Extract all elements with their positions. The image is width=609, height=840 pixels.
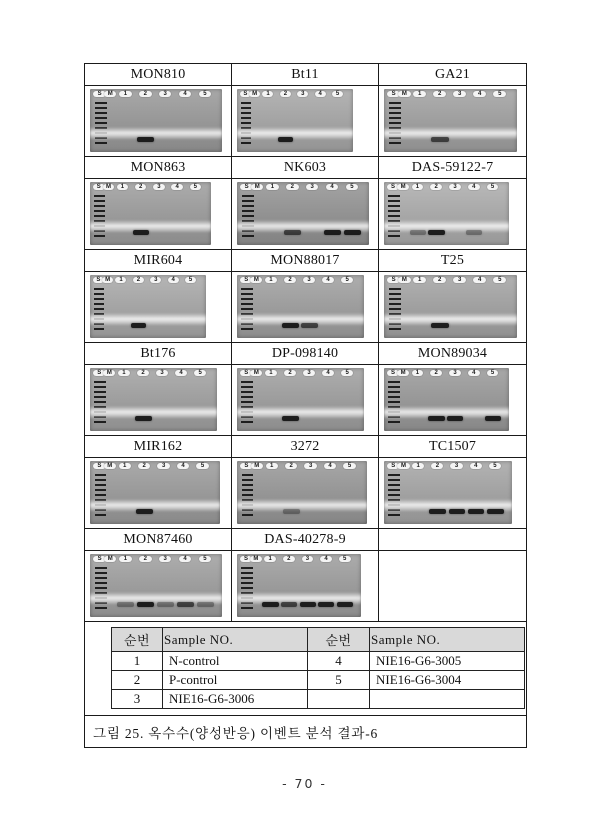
marker-ladder	[241, 567, 252, 612]
band-lane-2	[431, 323, 448, 328]
lane-well-2: 2	[284, 277, 296, 283]
lane-well-M: M	[251, 463, 263, 469]
header-sample-right: Sample NO.	[370, 628, 525, 652]
gel-smear	[384, 127, 517, 140]
lane-well-1: 1	[412, 184, 424, 190]
lane-well-4: 4	[177, 463, 189, 469]
lane-well-2: 2	[286, 184, 299, 190]
lane-well-M: M	[104, 556, 117, 562]
lane-well-5: 5	[493, 277, 506, 283]
lane-well-1: 1	[413, 277, 426, 283]
band-lane-2	[282, 416, 299, 421]
band-lane-3	[157, 602, 174, 607]
band-lane-2	[428, 230, 444, 235]
lane-well-3: 3	[449, 184, 461, 190]
gel-title: MON863	[130, 159, 186, 175]
gel-title: MON89034	[417, 345, 488, 361]
gel-smear	[90, 313, 206, 326]
lane-well-S: S	[93, 463, 105, 469]
marker-ladder	[388, 381, 399, 426]
lane-well-1: 1	[412, 463, 424, 469]
lane-well-2: 2	[138, 463, 150, 469]
gel-photo	[90, 461, 220, 524]
gel-photo	[384, 461, 512, 524]
lane-well-M: M	[103, 370, 115, 376]
lane-well-5: 5	[199, 556, 212, 562]
gel-photo	[237, 368, 364, 431]
lane-well-5: 5	[489, 463, 501, 469]
lane-well-2: 2	[135, 184, 147, 190]
lane-well-5: 5	[196, 463, 208, 469]
lane-well-3: 3	[302, 556, 314, 562]
lane-well-4: 4	[322, 277, 334, 283]
gel-photo	[384, 89, 517, 152]
lane-well-3: 3	[150, 277, 161, 283]
lane-well-S: S	[93, 370, 105, 376]
gel-label-TC1507	[379, 436, 526, 458]
band-lane-2	[428, 416, 444, 421]
lane-well-4: 4	[320, 556, 332, 562]
gel-smear	[237, 127, 353, 140]
lane-well-3: 3	[304, 463, 316, 469]
lane-well-2: 2	[280, 91, 291, 97]
lane-well-M: M	[250, 277, 262, 283]
band-lane-4	[318, 602, 334, 607]
gel-image-Bt11	[232, 86, 379, 157]
band-lane-2	[137, 137, 154, 142]
gel-title: Bt176	[140, 345, 176, 361]
lane-well-1: 1	[413, 91, 426, 97]
lane-well-S: S	[387, 277, 400, 283]
lane-well-S: S	[240, 556, 252, 562]
band-lane-5	[344, 230, 361, 235]
cell-sample-1: N-control	[163, 652, 308, 671]
band-lane-2	[281, 602, 297, 607]
gel-label-MON810	[85, 64, 232, 86]
cell-sample-5: NIE16-G6-3004	[370, 671, 525, 690]
cell-no-3: 3	[112, 690, 163, 709]
marker-ladder	[94, 288, 104, 333]
gel-title: TC1507	[428, 438, 477, 454]
lane-well-5: 5	[194, 370, 206, 376]
lane-well-M: M	[250, 556, 262, 562]
lane-well-5: 5	[493, 91, 506, 97]
sample-table	[111, 627, 525, 709]
lane-well-5: 5	[199, 91, 212, 97]
gel-title: MON87460	[123, 531, 193, 547]
lane-well-3: 3	[303, 370, 315, 376]
lane-well-1: 1	[117, 184, 129, 190]
band-lane-1	[117, 602, 134, 607]
lane-well-5: 5	[341, 277, 353, 283]
lane-well-2: 2	[133, 277, 144, 283]
gel-title: MIR604	[133, 252, 183, 268]
lane-well-M: M	[104, 463, 116, 469]
gel-title: GA21	[434, 66, 471, 82]
empty-label-cell	[379, 529, 526, 551]
band-lane-2	[137, 602, 154, 607]
lane-well-5: 5	[190, 184, 202, 190]
gel-smear	[384, 220, 509, 233]
lane-well-2: 2	[137, 370, 149, 376]
gel-title: 3272	[290, 438, 320, 454]
gel-label-T25	[379, 250, 526, 272]
gel-smear	[90, 220, 211, 233]
lane-well-S: S	[240, 370, 252, 376]
lane-well-3: 3	[159, 556, 172, 562]
band-lane-3	[300, 602, 316, 607]
lane-well-4: 4	[179, 91, 192, 97]
lane-well-S: S	[387, 370, 399, 376]
gel-image-NK603	[232, 179, 379, 250]
band-lane-2	[282, 323, 299, 328]
gel-photo	[384, 275, 517, 338]
lane-well-3: 3	[303, 277, 315, 283]
lane-well-5: 5	[185, 277, 196, 283]
gel-smear	[237, 406, 364, 419]
lane-well-1: 1	[412, 370, 424, 376]
gel-label-MON863	[85, 157, 232, 179]
empty-gel-cell	[379, 551, 526, 622]
band-lane-4	[324, 230, 341, 235]
band-lane-2	[429, 509, 446, 514]
header-sample-left: Sample NO.	[163, 628, 308, 652]
marker-ladder	[95, 567, 107, 612]
lane-well-1: 1	[262, 91, 273, 97]
table-row	[112, 652, 525, 671]
lane-well-M: M	[249, 91, 260, 97]
lane-well-S: S	[93, 91, 106, 97]
gel-label-MIR604	[85, 250, 232, 272]
band-lane-3	[447, 416, 463, 421]
lane-well-4: 4	[473, 91, 486, 97]
gel-photo	[90, 89, 222, 152]
lane-well-S: S	[240, 184, 253, 190]
band-lane-4	[177, 602, 194, 607]
gel-label-NK603	[232, 157, 379, 179]
lane-well-3: 3	[453, 277, 466, 283]
page-number: - 70 -	[282, 776, 327, 791]
gel-photo	[90, 368, 217, 431]
lane-well-1: 1	[119, 463, 131, 469]
lane-well-4: 4	[470, 463, 482, 469]
cell-sample-4: NIE16-G6-3005	[370, 652, 525, 671]
lane-well-4: 4	[324, 463, 336, 469]
lane-well-3: 3	[156, 370, 168, 376]
gel-title: MIR162	[133, 438, 183, 454]
lane-well-4: 4	[468, 184, 480, 190]
header-no-right: 순번	[308, 628, 370, 652]
lane-well-S: S	[240, 277, 252, 283]
lane-well-1: 1	[266, 463, 278, 469]
gel-photo	[237, 275, 364, 338]
gel-image-TC1507	[379, 458, 526, 529]
band-lane-3	[301, 323, 318, 328]
band-lane-1	[262, 602, 278, 607]
gel-image-DAS-40278-9	[232, 551, 379, 622]
gel-photo	[90, 554, 222, 617]
gel-photo	[237, 89, 353, 152]
lane-well-4: 4	[179, 556, 192, 562]
band-lane-3	[449, 509, 466, 514]
lane-well-M: M	[250, 370, 262, 376]
marker-ladder	[388, 195, 399, 240]
lane-well-2: 2	[284, 370, 296, 376]
gel-title: T25	[440, 252, 465, 268]
lane-well-S: S	[387, 184, 399, 190]
lane-well-4: 4	[315, 91, 326, 97]
lane-well-5: 5	[343, 463, 355, 469]
lane-well-3: 3	[159, 91, 172, 97]
cell-sample-3: NIE16-G6-3006	[163, 690, 308, 709]
lane-well-S: S	[240, 463, 252, 469]
marker-ladder	[95, 102, 107, 147]
band-lane-2	[133, 230, 149, 235]
lane-well-M: M	[251, 184, 264, 190]
cell-empty-sample	[370, 690, 525, 709]
marker-ladder	[95, 474, 107, 519]
gel-photo	[237, 182, 369, 245]
band-lane-2	[278, 137, 293, 142]
gel-photo	[384, 368, 509, 431]
lane-well-5: 5	[339, 556, 351, 562]
band-lane-5	[485, 416, 501, 421]
gel-image-MIR604	[85, 272, 232, 343]
lane-well-1: 1	[264, 556, 276, 562]
band-lane-2	[284, 230, 301, 235]
gel-label-Bt11	[232, 64, 379, 86]
gel-title: MON88017	[270, 252, 340, 268]
gel-image-Bt176	[85, 365, 232, 436]
lane-well-S: S	[93, 277, 104, 283]
figure-box	[84, 63, 527, 748]
gel-label-3272	[232, 436, 379, 458]
marker-ladder	[242, 195, 254, 240]
lane-well-3: 3	[306, 184, 319, 190]
band-lane-2	[136, 509, 153, 514]
lane-well-4: 4	[322, 370, 334, 376]
lane-well-5: 5	[346, 184, 359, 190]
gel-photo	[384, 182, 509, 245]
cell-no-5: 5	[308, 671, 370, 690]
gel-smear	[90, 406, 217, 419]
lane-well-M: M	[398, 277, 411, 283]
marker-ladder	[241, 102, 251, 147]
band-lane-4	[466, 230, 482, 235]
band-lane-2	[431, 137, 448, 142]
lane-well-1: 1	[119, 91, 132, 97]
gel-title: NK603	[283, 159, 327, 175]
lane-well-4: 4	[168, 277, 179, 283]
lane-well-4: 4	[171, 184, 183, 190]
lane-well-5: 5	[341, 370, 353, 376]
lane-well-2: 2	[431, 463, 443, 469]
gel-label-DAS-40278-9	[232, 529, 379, 551]
gel-image-DAS-59122-7	[379, 179, 526, 250]
gel-image-MON88017	[232, 272, 379, 343]
gel-image-DP-098140	[232, 365, 379, 436]
lane-well-1: 1	[265, 370, 277, 376]
sample-table-header-row	[112, 628, 525, 652]
marker-ladder	[94, 195, 105, 240]
lane-well-2: 2	[433, 277, 446, 283]
gel-label-GA21	[379, 64, 526, 86]
table-row	[112, 690, 525, 709]
lane-well-M: M	[104, 91, 117, 97]
band-lane-2	[131, 323, 146, 328]
lane-well-4: 4	[473, 277, 486, 283]
lane-well-S: S	[93, 556, 106, 562]
lane-well-S: S	[387, 91, 400, 97]
marker-ladder	[241, 381, 252, 426]
cell-no-2: 2	[112, 671, 163, 690]
lane-well-2: 2	[430, 370, 442, 376]
gel-photo	[90, 275, 206, 338]
gel-label-DP-098140	[232, 343, 379, 365]
lane-well-M: M	[102, 277, 113, 283]
lane-well-3: 3	[157, 463, 169, 469]
gel-image-T25	[379, 272, 526, 343]
band-lane-4	[468, 509, 485, 514]
gel-title: Bt11	[291, 66, 319, 82]
gel-image-GA21	[379, 86, 526, 157]
gel-photo	[237, 461, 367, 524]
marker-ladder	[389, 102, 401, 147]
marker-ladder	[388, 474, 400, 519]
lane-well-4: 4	[175, 370, 187, 376]
header-no-left: 순번	[112, 628, 163, 652]
band-lane-5	[197, 602, 214, 607]
cell-no-1: 1	[112, 652, 163, 671]
gel-smear	[384, 313, 517, 326]
cell-no-4: 4	[308, 652, 370, 671]
gel-label-MON88017	[232, 250, 379, 272]
band-lane-5	[487, 509, 504, 514]
lane-well-3: 3	[453, 91, 466, 97]
sample-table-area	[85, 622, 526, 716]
lane-well-2: 2	[433, 91, 446, 97]
marker-ladder	[389, 288, 401, 333]
lane-well-S: S	[240, 91, 251, 97]
marker-ladder	[242, 474, 254, 519]
table-row	[112, 671, 525, 690]
gel-image-MON810	[85, 86, 232, 157]
lane-well-2: 2	[139, 556, 152, 562]
band-lane-1	[410, 230, 426, 235]
lane-well-2: 2	[285, 463, 297, 469]
lane-well-5: 5	[332, 91, 343, 97]
gel-image-MON863	[85, 179, 232, 250]
gel-smear	[90, 499, 220, 512]
gel-image-MON87460	[85, 551, 232, 622]
gel-label-MIR162	[85, 436, 232, 458]
gel-title: DP-098140	[271, 345, 339, 361]
band-lane-2	[135, 416, 152, 421]
figure-caption: 그림 25. 옥수수(양성반응) 이벤트 분석 결과-6	[85, 716, 526, 747]
cell-empty-no	[308, 690, 370, 709]
lane-well-4: 4	[468, 370, 480, 376]
lane-well-4: 4	[326, 184, 339, 190]
gel-photo	[90, 182, 211, 245]
band-lane-2	[283, 509, 300, 514]
lane-well-3: 3	[297, 91, 308, 97]
gel-image-MIR162	[85, 458, 232, 529]
gel-grid	[85, 64, 526, 622]
marker-ladder	[241, 288, 252, 333]
lane-well-M: M	[397, 184, 409, 190]
lane-well-5: 5	[487, 184, 499, 190]
lane-well-M: M	[398, 91, 411, 97]
lane-well-3: 3	[153, 184, 165, 190]
lane-well-1: 1	[115, 277, 126, 283]
gel-image-3272	[232, 458, 379, 529]
lane-well-M: M	[397, 370, 409, 376]
gel-image-MON89034	[379, 365, 526, 436]
gel-smear	[90, 127, 222, 140]
gel-label-MON87460	[85, 529, 232, 551]
gel-smear	[237, 499, 367, 512]
marker-ladder	[94, 381, 105, 426]
lane-well-5: 5	[487, 370, 499, 376]
lane-well-1: 1	[119, 556, 132, 562]
lane-well-3: 3	[450, 463, 462, 469]
lane-well-S: S	[387, 463, 399, 469]
lane-well-1: 1	[265, 277, 277, 283]
lane-well-M: M	[397, 463, 409, 469]
gel-label-MON89034	[379, 343, 526, 365]
gel-label-Bt176	[85, 343, 232, 365]
cell-sample-2: P-control	[163, 671, 308, 690]
gel-label-DAS-59122-7	[379, 157, 526, 179]
gel-photo	[237, 554, 361, 617]
gel-title: MON810	[130, 66, 186, 82]
lane-well-1: 1	[266, 184, 279, 190]
lane-well-2: 2	[139, 91, 152, 97]
lane-well-S: S	[93, 184, 105, 190]
lane-well-M: M	[103, 184, 115, 190]
band-lane-5	[337, 602, 353, 607]
lane-well-2: 2	[283, 556, 295, 562]
lane-well-3: 3	[449, 370, 461, 376]
gel-title: DAS-40278-9	[264, 531, 346, 547]
gel-title: DAS-59122-7	[411, 159, 494, 175]
lane-well-1: 1	[118, 370, 130, 376]
lane-well-2: 2	[430, 184, 442, 190]
